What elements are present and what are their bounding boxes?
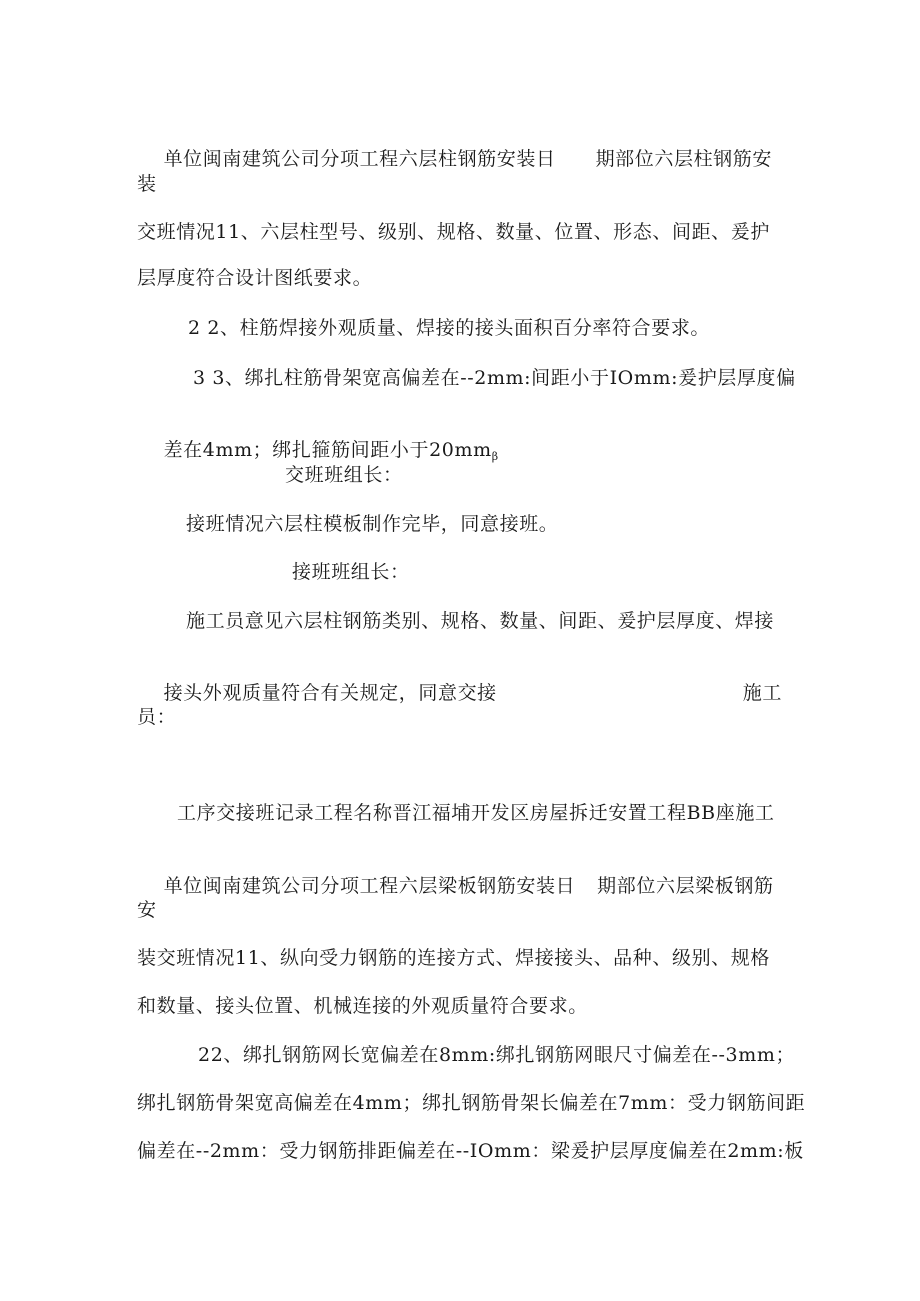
opinion-line1: 施工员意见六层柱钢筋类别、规格、数量、间距、爰护层厚度、焊接 (186, 610, 775, 632)
handover-leader-label: 交班班组长： (285, 464, 403, 486)
record2-line7: 偏差在--2mm：受力钢筋排距偏差在--IOmm：梁爰护层厚度偏差在2mm:板 (137, 1140, 804, 1162)
record1-handover-line: 交班情况11、六层柱型号、级别、规格、数量、位置、形态、间距、爰护 (137, 221, 770, 243)
record2-handover-line: 装交班情况11、纵向受力钢筋的连接方式、焊接接头、品种、级别、规格 (137, 947, 770, 969)
record1-location-text: 期部位六层柱钢筋安 (595, 148, 772, 170)
opinion-line3: 员： (137, 706, 177, 728)
record1-item2: 2 2、柱筋焊接外观质量、焊接的接头面积百分率符合要求。 (188, 317, 711, 339)
record2-line2: 安 (137, 899, 157, 921)
record2-title-line: 工序交接班记录工程名称晋江福埔开发区房屋拆迁安置工程BB座施工 (177, 802, 775, 824)
record2-location-text: 期部位六层梁板钢筋 (597, 875, 774, 897)
record1-line7-sub: β (491, 450, 499, 463)
takeover-status: 接班情况六层柱模板制作完毕，同意接班。 (186, 513, 559, 535)
opinion-line2-text: 接头外观质量符合有关规定，同意交接 (163, 682, 497, 704)
takeover-leader-label: 接班班组长： (292, 561, 410, 583)
record1-unit-text: 单位闽南建筑公司分项工程六层柱钢筋安装日 (163, 148, 556, 170)
record2-item2: 22、绑扎钢筋网长宽偏差在8mm:绑扎钢筋网眼尺寸偏差在--3mm； (198, 1044, 796, 1066)
record1-line2: 装 (137, 173, 157, 195)
record2-line6: 绑扎钢筋骨架宽高偏差在4mm；绑扎钢筋骨架长偏差在7mm：受力钢筋间距 (137, 1092, 806, 1114)
record1-unit-line (137, 123, 772, 195)
opinion-line2-signoff: 施工 (742, 682, 782, 704)
opinion-line2 (137, 657, 782, 729)
record1-line4: 层厚度符合设计图纸要求。 (137, 267, 373, 289)
record1-item3: 3 3、绑扎柱筋骨架宽高偏差在--2mm:间距小于IOmm:爰护层厚度偏 (193, 367, 796, 389)
record2-unit-line (137, 850, 774, 922)
record2-line4: 和数量、接头位置、机械连接的外观质量符合要求。 (137, 995, 588, 1017)
record1-line7-text: 差在4mm；绑扎箍筋间距小于20mm (163, 439, 492, 461)
record2-unit-text: 单位闽南建筑公司分项工程六层梁板钢筋安装日 (163, 875, 576, 897)
